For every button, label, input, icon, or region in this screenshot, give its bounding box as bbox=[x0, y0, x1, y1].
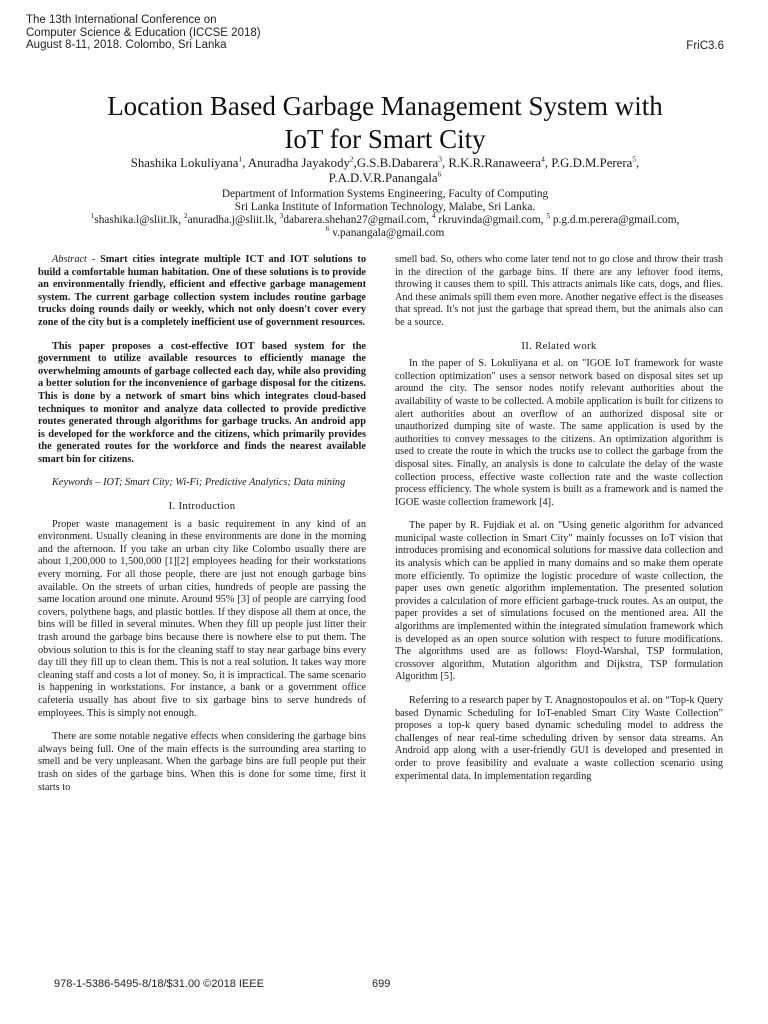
body-paragraph: Proper waste management is a basic requirement in any kind of an environment. Usually cleaning in these environments are done in the morning and the afternoon. If you take an urban city like Colombo usually there are about 1,200,000 to 1,500,000 [1][2] employees heading for their workstations every morning. For all those people, there are just not enough garbage bins available. On the streets of urban cities, hundreds of people are passing the same location around one minute. Around 95% [3] of people are carrying food covers, polythene bags, and plastic bottles. If they dispose all them at once, the bins will be filled in several minutes. When they fill up people just litter their trash around the garbage bins because there is nowhere else to put them. The obvious solution to this is for the cleaning staff to stay near garbage bins every day till they fill up to clean them. This is not a real solution. It takes way more cleaning staff and costs a lot of money. So, it is impractical. The same scenario is happening in workstations. For instance, a bank or a government office cafeteria usually has about five to six garbage bins to serve hundreds of employees. This is simply not enough. bbox=[38, 518, 366, 719]
author-email: v.panangala@gmail.com bbox=[329, 227, 445, 239]
title-line1: Location Based Garbage Management System with bbox=[107, 91, 663, 121]
email-index: 5 bbox=[546, 211, 551, 221]
body-paragraph: Referring to a research paper by T. Anagnostopoulos et al. on “Top-k Query based Dynamic Scheduling for IoT-enabled Smart City Waste Collection” proposes a top-k query based dynamic scheduling model to address the challenges of near real-time scheduling driven by sensor data streams. An Android app along with a user-friendly GUI is developed and presented in order to prove feasibility and evaluate a waste collection scenario using experimental data. In implementation regarding bbox=[395, 695, 723, 782]
author-index: 4 bbox=[541, 154, 545, 164]
author-email: p.g.d.m.perera@gmail.com, bbox=[550, 214, 680, 226]
author-separator: , bbox=[636, 156, 640, 170]
body-paragraph: There are some notable negative effects when considering the garbage bins always being full. One of the main effects is the surrounding area starting to smell and be very unpleasant. When the garbage bins are full people put their trash on sides of the garbage bins. When this is done for some time, first it starts to bbox=[38, 731, 366, 793]
institute: Sri Lanka Institute of Information Technology, Malabe, Sri Lanka. bbox=[234, 201, 536, 213]
keywords: Keywords – IOT; Smart City; Wi-Fi; Predictive Analytics; Data mining bbox=[52, 476, 346, 488]
title-line2: IoT for Smart City bbox=[284, 124, 486, 154]
section-heading-introduction: I. Introduction bbox=[168, 500, 236, 513]
author-name: , R.K.R.Ranaweera bbox=[441, 156, 542, 170]
body-paragraph: smell bad. So, others who come later tend not to go close and throw their trash in the direction of the garbage bins. If there are any leftover food items, throwing it causes them to spill. This attracts animals like cats, dogs, and flies. And these animals spill them even more. Another negative effect is the diseases that spread. It's not just the garbage that spread them, but the animals also can be a source. bbox=[395, 254, 723, 328]
left-column bbox=[38, 254, 366, 794]
author-email: dabarera.shehan27@gmail.com, bbox=[283, 214, 432, 226]
author-name: , Anuradha Jayakody bbox=[242, 156, 350, 170]
author-index: 6 bbox=[437, 169, 442, 179]
email-list bbox=[40, 211, 730, 227]
conference-name-line1: The 13th International Conference on bbox=[26, 14, 217, 26]
conference-name-line2: Computer Science & Education (ICCSE 2018) bbox=[26, 26, 261, 39]
author-list bbox=[60, 156, 710, 186]
abstract-paragraph bbox=[38, 254, 366, 330]
author-index: 2 bbox=[349, 154, 354, 164]
email-index: 1 bbox=[90, 211, 95, 221]
conference-date-location: August 8-11, 2018. Colombo, Sri Lanka bbox=[26, 39, 227, 51]
section-heading-related-work: II. Related work bbox=[521, 339, 597, 352]
author-email: shashika.l@sliit.lk, bbox=[94, 214, 184, 226]
session-code: FriC3.6 bbox=[686, 40, 724, 52]
author-name: Shashika Lokuliyana bbox=[130, 156, 239, 170]
email-index: 3 bbox=[279, 211, 284, 221]
department: Department of Information Systems Engineering, Faculty of Computing bbox=[221, 188, 549, 200]
email-index: 2 bbox=[183, 211, 188, 221]
author-index: 1 bbox=[238, 154, 243, 164]
paper-title bbox=[40, 90, 730, 156]
abstract-label: Abstract - bbox=[52, 254, 101, 265]
author-name: , P.G.D.M.Perera bbox=[544, 156, 633, 170]
abstract-paragraph-2: This paper proposes a cost-effective IOT based system for the government to utilize available resources to efficiently manage the overwhelming amounts of garbage collected each day, while also providing a better solution for the inconvenience of garbage disposal for the citizens. This is done by a network of smart bins which integrates cloud-based techniques to monitor and analyze data collected to provide predictive routes generated through algorithms for garbage trucks. An android app is developed for the workforce and the citizens, which primarily provides the generated routes for the workforce and finds the nearest available smart bin for citizens. bbox=[38, 340, 366, 465]
conference-header bbox=[26, 14, 356, 52]
email-index: 6 bbox=[325, 224, 330, 234]
abstract-text: Smart cities integrate multiple ICT and IOT solutions to build a comfortable human habitation. One of these solutions is to provide an environmentally friendly, efficient and effective garbage management system. The current garbage collection system includes routine garbage trucks doing rounds daily or weekly, which not only doesn't cover every zone of the city but is a completely inefficient use of government resources. bbox=[38, 254, 366, 328]
author-name: ,G.S.B.Dabarera bbox=[353, 156, 439, 170]
footer-isbn: 978-1-5386-5495-8/18/$31.00 ©2018 IEEE bbox=[54, 978, 264, 990]
email-list-line2 bbox=[40, 224, 730, 240]
right-column bbox=[395, 254, 723, 783]
author-name: P.A.D.V.R.Panangala bbox=[328, 171, 438, 185]
author-index: 5 bbox=[632, 154, 637, 164]
body-paragraph: In the paper of S. Lokuliyana et al. on "IGOE IoT framework for waste collection optimization" uses a sensor network based on disposal sites set up around the city. The sensor nodes notify relevant authorities about the availability of waste to be collected. A mobile application is built for citizens to alert authorities about an overflow of an authorized disposal site or unauthorized dumping site of waste. The same application is used by the authorities to convey messages to the citizens. An optimization algorithm is used to create the route in which the trucks use to collect the garbage from the disposal sites. Finally, an analysis is done to calculate the delay of the waste collection process, effective waste collection rate and the waste collection process efficiency. The whole system is built as a framework and is named the IGOE waste collection framework [4]. bbox=[395, 358, 723, 508]
author-email: anuradha.j@sliit.lk, bbox=[187, 214, 280, 226]
email-index: 4 bbox=[431, 211, 436, 221]
affiliation-block bbox=[40, 188, 730, 240]
author-email: rkruvinda@gmail.com, bbox=[435, 214, 547, 226]
author-index: 3 bbox=[438, 154, 442, 164]
footer-page-number: 699 bbox=[372, 978, 391, 990]
body-paragraph: The paper by R. Fujdiak et al. on "Using genetic algorithm for advanced municipal waste collection in Smart City" mainly focusses on IoT vision that introduces promising and economical solutions for massive data collection and its analysis which can be applied in many domains and so make them operate more efficiently. To optimize the logistic procedure of waste collection, the paper uses own genetic algorithm implementation. The presented solution provides a calculation of more efficient garbage-truck routes. As an output, the paper provides a set of simulations focused on the mentioned area. All the algorithms are implemented within the integrated simulation framework which is developed as an open source solution with respect to future modifications. The algorithms used are as follows: Floyd-Warshal, TSP formulation, crossover algorithm, Mutation algorithm and Dijkstra, TSP formulation Algorithm [5]. bbox=[395, 520, 723, 683]
